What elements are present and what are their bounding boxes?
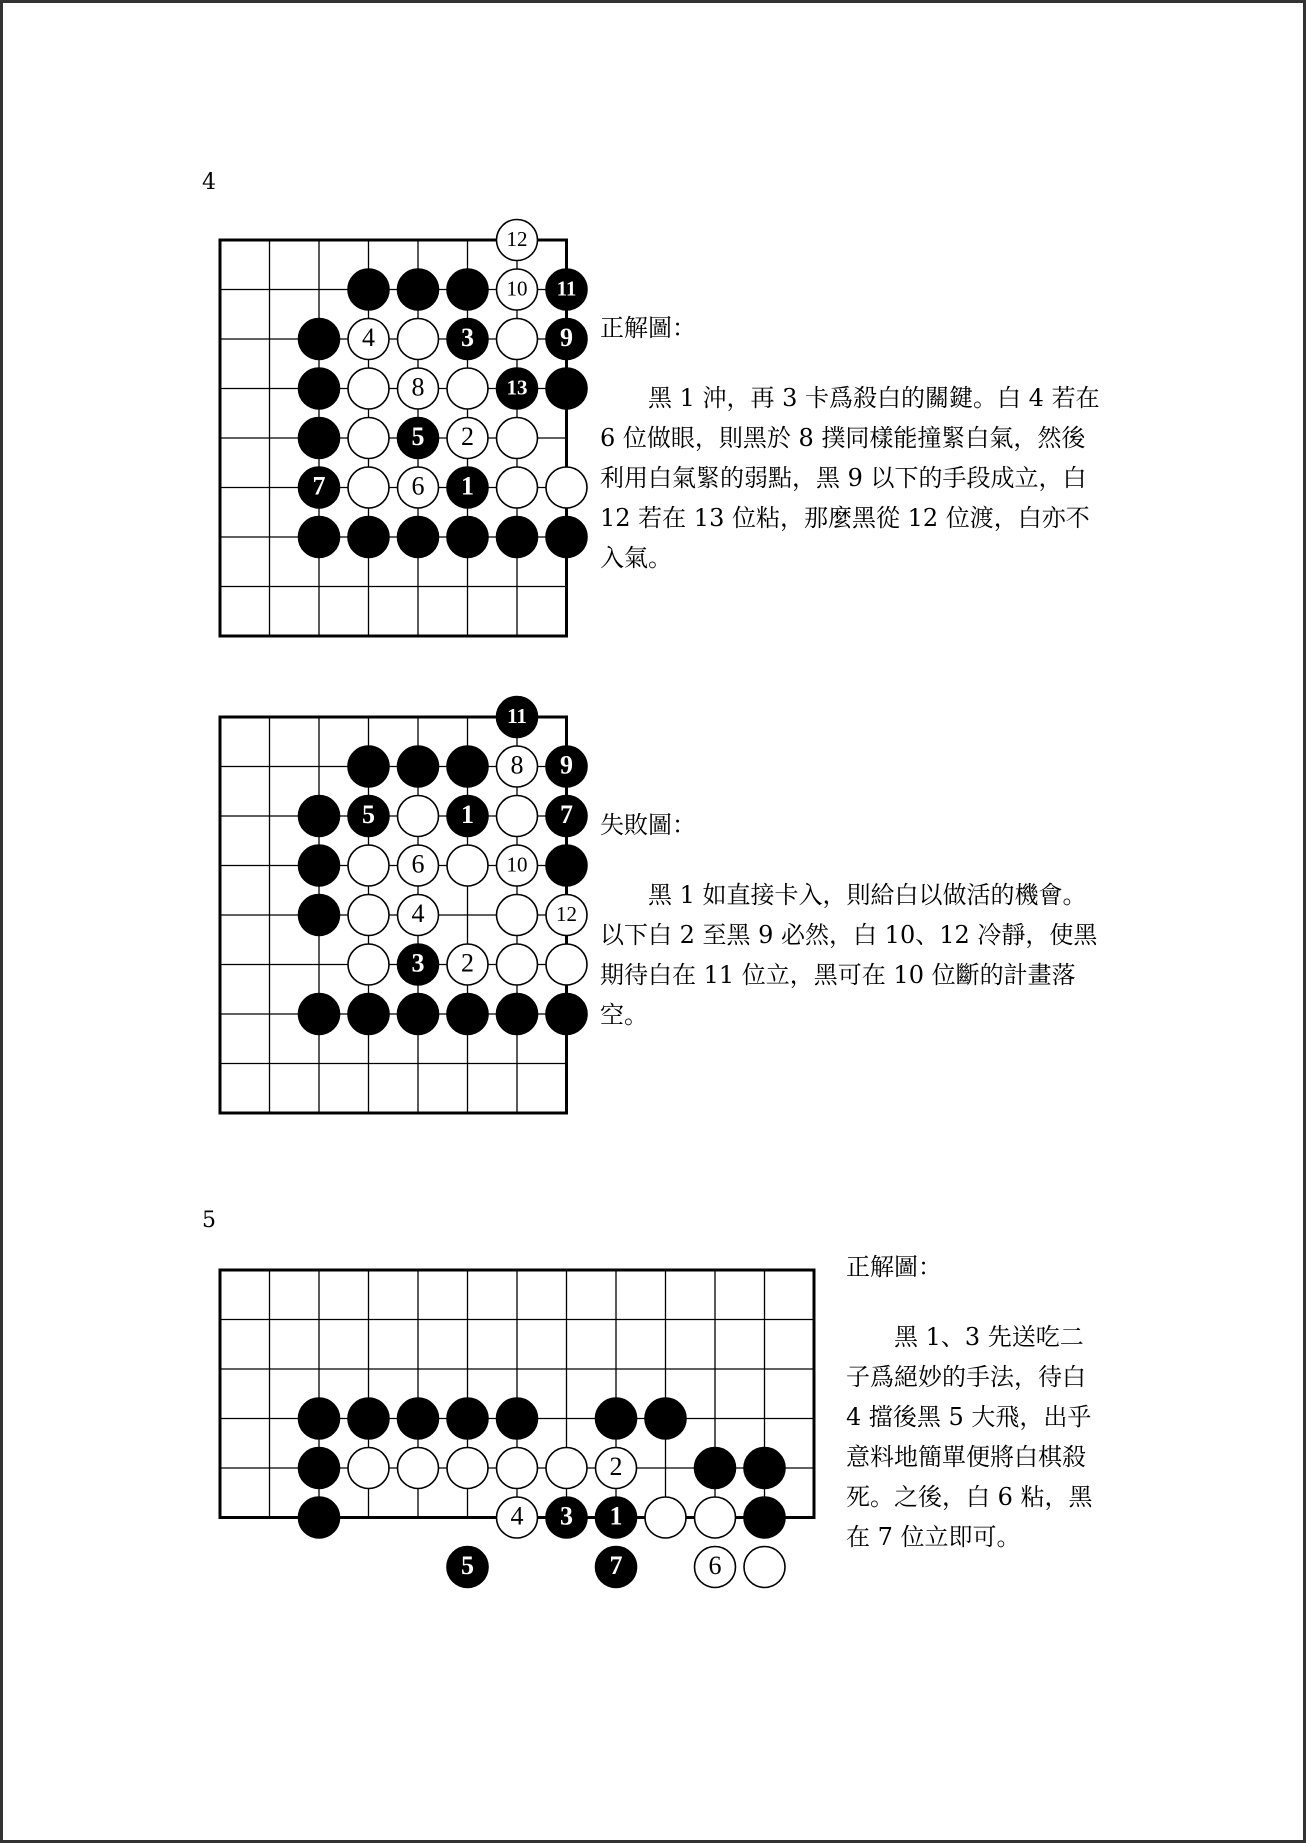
stone-move-number: 9: [560, 750, 573, 780]
white-stone: [695, 1497, 736, 1538]
white-stone: [645, 1497, 686, 1538]
stone-move-number: 7: [312, 471, 326, 501]
white-stone: [497, 220, 538, 261]
caption-title: 失敗圖：: [600, 811, 696, 839]
white-stone: [497, 1497, 538, 1538]
black-stone: [299, 467, 340, 508]
white-stone: [497, 418, 538, 459]
black-stone: [348, 746, 389, 787]
black-stone: [398, 1398, 439, 1439]
black-stone: [398, 517, 439, 558]
stone-move-number: 7: [609, 1550, 623, 1580]
stone-move-number: 2: [461, 421, 474, 451]
white-stone: [348, 895, 389, 936]
black-stone: [299, 796, 340, 837]
go-board-diagram: [200, 220, 600, 650]
white-stone: [398, 467, 439, 508]
stone-move-number: 7: [560, 799, 573, 829]
white-stone: [546, 1448, 587, 1489]
go-board-diagram: [200, 697, 600, 1127]
black-stone: [596, 1398, 637, 1439]
white-stone: [398, 368, 439, 409]
black-stone: [299, 368, 340, 409]
white-stone: [546, 467, 587, 508]
black-stone: [299, 994, 340, 1035]
white-stone: [398, 319, 439, 360]
white-stone: [348, 845, 389, 886]
black-stone: [447, 1398, 488, 1439]
white-stone: [596, 1448, 637, 1489]
black-stone: [398, 746, 439, 787]
black-stone: [447, 994, 488, 1035]
black-stone: [348, 269, 389, 310]
black-stone: [596, 1497, 637, 1538]
white-stone: [744, 1547, 785, 1588]
caption-title: 正解圖：: [846, 1253, 942, 1281]
white-stone: [447, 944, 488, 985]
white-stone: [497, 1448, 538, 1489]
white-stone: [447, 1448, 488, 1489]
white-stone: [348, 368, 389, 409]
black-stone: [546, 368, 587, 409]
caption-text: 黑 1 如直接卡入，則給白以做活的機會。以下白 2 至黑 9 必然，白 10、12 冷靜，使黑期待白在 11 位立，黑可在 10 位斷的計畫落空。: [600, 881, 1098, 1029]
black-stone: [447, 319, 488, 360]
white-stone: [497, 746, 538, 787]
black-stone: [645, 1398, 686, 1439]
stone-move-number: 6: [411, 471, 425, 501]
white-stone: [348, 944, 389, 985]
stone-move-number: 11: [507, 703, 527, 728]
stone-move-number: 12: [506, 226, 528, 251]
go-board-diagram: [200, 1260, 840, 1580]
stone-move-number: 1: [461, 799, 474, 829]
stone-move-number: 4: [362, 322, 375, 352]
white-stone: [398, 895, 439, 936]
stone-move-number: 8: [510, 750, 524, 780]
stone-move-number: 2: [609, 1451, 623, 1481]
black-stone: [299, 845, 340, 886]
black-stone: [348, 517, 389, 558]
stone-move-number: 13: [506, 375, 528, 400]
black-stone: [596, 1547, 637, 1588]
white-stone: [398, 1448, 439, 1489]
black-stone: [299, 319, 340, 360]
caption-block: [600, 308, 1100, 578]
white-stone: [497, 319, 538, 360]
white-stone: [497, 845, 538, 886]
black-stone: [497, 697, 538, 738]
white-stone: [447, 368, 488, 409]
white-stone: [695, 1547, 736, 1588]
black-stone: [299, 517, 340, 558]
black-stone: [447, 517, 488, 558]
black-stone: [497, 994, 538, 1035]
black-stone: [546, 1497, 587, 1538]
black-stone: [497, 517, 538, 558]
black-stone: [546, 319, 587, 360]
white-stone: [497, 467, 538, 508]
black-stone: [546, 269, 587, 310]
stone-move-number: 3: [560, 1501, 573, 1531]
stone-move-number: 10: [506, 852, 528, 877]
white-stone: [348, 467, 389, 508]
white-stone: [398, 845, 439, 886]
black-stone: [497, 368, 538, 409]
stone-move-number: 8: [411, 372, 425, 402]
black-stone: [546, 746, 587, 787]
stone-move-number: 3: [411, 948, 425, 978]
stone-move-number: 1: [461, 471, 474, 501]
black-stone: [447, 1547, 488, 1588]
white-stone: [497, 895, 538, 936]
black-stone: [348, 796, 389, 837]
black-stone: [398, 994, 439, 1035]
stone-move-number: 4: [411, 898, 425, 928]
black-stone: [546, 796, 587, 837]
black-stone: [447, 746, 488, 787]
problem-number: 4: [202, 170, 216, 195]
black-stone: [546, 994, 587, 1035]
problem-number: 5: [202, 1208, 216, 1233]
black-stone: [744, 1448, 785, 1489]
stone-move-number: 6: [411, 849, 425, 879]
stone-move-number: 10: [506, 276, 528, 301]
black-stone: [546, 845, 587, 886]
caption-text: 黑 1 沖，再 3 卡爲殺白的關鍵。白 4 若在 6 位做眼，則黑於 8 撲同樣能撞緊白氣，然後利用白氣緊的弱點，黑 9 以下的手段成立，白 12 若在 13 位粘，那麼黑從 12 位渡，白亦不入氣。: [600, 384, 1100, 572]
stone-move-number: 9: [560, 322, 573, 352]
white-stone: [497, 796, 538, 837]
stone-move-number: 11: [556, 276, 577, 301]
black-stone: [497, 1398, 538, 1439]
stone-move-number: 6: [708, 1550, 722, 1580]
black-stone: [299, 418, 340, 459]
white-stone: [348, 319, 389, 360]
white-stone: [497, 269, 538, 310]
stone-move-number: 5: [461, 1550, 474, 1580]
black-stone: [447, 796, 488, 837]
black-stone: [744, 1497, 785, 1538]
black-stone: [348, 994, 389, 1035]
stone-move-number: 5: [411, 421, 425, 451]
stone-move-number: 1: [609, 1501, 623, 1531]
black-stone: [299, 895, 340, 936]
black-stone: [299, 1448, 340, 1489]
black-stone: [348, 1398, 389, 1439]
caption-title: 正解圖：: [600, 314, 696, 342]
stone-move-number: 4: [510, 1501, 524, 1531]
stone-move-number: 2: [461, 948, 474, 978]
black-stone: [398, 418, 439, 459]
black-stone: [398, 269, 439, 310]
caption-block: [846, 1247, 1106, 1557]
white-stone: [398, 796, 439, 837]
white-stone: [497, 944, 538, 985]
white-stone: [348, 1448, 389, 1489]
black-stone: [299, 1497, 340, 1538]
black-stone: [398, 944, 439, 985]
caption-text: 黑 1、3 先送吃二子爲絕妙的手法，待白 4 擋後黑 5 大飛，出乎意料地簡單便將白棋殺死。之後，白 6 粘，黑在 7 位立即可。: [846, 1323, 1093, 1551]
black-stone: [447, 269, 488, 310]
white-stone: [348, 418, 389, 459]
black-stone: [299, 1398, 340, 1439]
white-stone: [447, 418, 488, 459]
white-stone: [447, 845, 488, 886]
white-stone: [546, 944, 587, 985]
caption-block: [600, 805, 1100, 1035]
stone-move-number: 3: [461, 322, 474, 352]
white-stone: [546, 895, 587, 936]
stone-move-number: 5: [362, 799, 375, 829]
black-stone: [546, 517, 587, 558]
black-stone: [695, 1448, 736, 1489]
stone-move-number: 12: [556, 901, 577, 926]
black-stone: [447, 467, 488, 508]
